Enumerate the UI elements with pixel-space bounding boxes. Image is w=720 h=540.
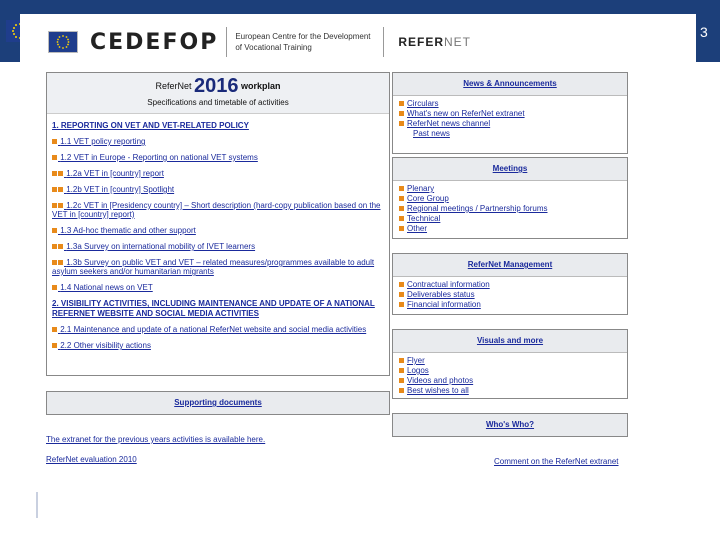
bullet-icon — [399, 282, 404, 287]
workplan-title-suffix: workplan — [241, 80, 281, 91]
bullet-icon — [52, 327, 57, 332]
institution-name: European Centre for the Development of Vocational Training — [235, 32, 371, 52]
supporting-documents-link[interactable]: Supporting documents — [46, 391, 390, 415]
bullet-icon — [58, 171, 63, 176]
news-list — [393, 96, 627, 142]
extranet-previous-years-link[interactable]: The extranet for the previous years activities is available here. — [46, 435, 266, 444]
workplan-item[interactable]: 1.2b VET in [country] Spotlight — [52, 185, 384, 194]
bottom-decoration — [36, 492, 38, 518]
management-item[interactable]: Deliverables status — [399, 290, 621, 300]
meetings-heading[interactable]: Meetings — [393, 158, 627, 181]
meetings-item[interactable]: Technical — [399, 214, 621, 224]
workplan-year: 2016 — [194, 75, 239, 97]
whos-who-panel — [392, 413, 628, 437]
bullet-icon — [399, 206, 404, 211]
logo-divider — [226, 27, 227, 57]
news-heading[interactable]: News & Announcements — [393, 73, 627, 96]
bullet-icon — [52, 285, 57, 290]
bullet-icon — [52, 187, 57, 192]
workplan-item[interactable]: 2.1 Maintenance and update of a national ReferNet website and social media activities — [52, 325, 384, 334]
workplan-item[interactable]: 1.2a VET in [country] report — [52, 169, 384, 178]
bullet-icon — [399, 121, 404, 126]
workplan-subtitle: Specifications and timetable of activities — [147, 98, 289, 107]
meetings-item[interactable]: Other — [399, 224, 621, 234]
meetings-list — [393, 181, 627, 237]
news-item[interactable]: ReferNet news channel — [399, 119, 621, 129]
visuals-panel — [392, 329, 628, 399]
meetings-item[interactable]: Regional meetings / Partnership forums — [399, 204, 621, 214]
workplan-title — [47, 75, 389, 98]
bullet-icon — [52, 139, 57, 144]
meetings-item[interactable]: Plenary — [399, 184, 621, 194]
visuals-list — [393, 353, 627, 399]
management-heading[interactable]: ReferNet Management — [393, 254, 627, 277]
management-item[interactable]: Contractual information — [399, 280, 621, 290]
screenshot-page — [20, 14, 696, 484]
bullet-icon — [399, 226, 404, 231]
bullet-icon — [52, 155, 57, 160]
bullet-icon — [58, 203, 63, 208]
bullet-icon — [399, 111, 404, 116]
bullet-icon — [58, 244, 63, 249]
evaluation-link[interactable]: ReferNet evaluation 2010 — [46, 455, 137, 464]
management-panel — [392, 253, 628, 315]
bullet-icon — [52, 171, 57, 176]
visuals-heading[interactable]: Visuals and more — [393, 330, 627, 353]
workplan-item[interactable]: 1.2c VET in [Presidency country] – Short description (hard-copy publication based on the VET in [country] report) — [52, 201, 381, 219]
visuals-item[interactable]: Videos and photos — [399, 376, 621, 386]
bullet-icon — [399, 368, 404, 373]
visuals-item[interactable]: Best wishes to all — [399, 386, 621, 396]
bullet-icon — [52, 228, 57, 233]
refernet-logo-light: NET — [444, 35, 471, 49]
cedefop-logo[interactable]: CEDEFOP — [90, 29, 219, 55]
bullet-icon — [399, 186, 404, 191]
bullet-icon — [399, 101, 404, 106]
news-item[interactable]: What's new on ReferNet extranet — [399, 109, 621, 119]
eu-flag-icon — [48, 31, 78, 53]
bullet-icon — [52, 260, 57, 265]
section-2-link[interactable]: 2. VISIBILITY ACTIVITIES, INCLUDING MAINTENANCE AND UPDATE OF A NATIONAL REFERNET WEBSITE AND SOCIAL MEDIA ACTIVITIES — [52, 299, 375, 318]
news-panel — [392, 72, 628, 154]
bullet-icon — [58, 187, 63, 192]
workplan-item[interactable]: 1.4 National news on VET — [52, 283, 384, 292]
management-list — [393, 277, 627, 313]
bullet-icon — [399, 216, 404, 221]
bullet-icon — [52, 203, 57, 208]
management-item[interactable]: Financial information — [399, 300, 621, 310]
workplan-item[interactable]: 1.2 VET in Europe - Reporting on national VET systems — [52, 153, 384, 162]
meetings-item[interactable]: Core Group — [399, 194, 621, 204]
workplan-item[interactable]: 1.3b Survey on public VET and VET – related measures/programmes available to adult asylum seekers and/or humanitarian migrants — [52, 258, 375, 276]
workplan-panel — [46, 72, 390, 376]
bullet-icon — [399, 196, 404, 201]
bullet-icon — [399, 388, 404, 393]
workplan-title-prefix: ReferNet — [155, 80, 192, 91]
logo-divider — [383, 27, 384, 57]
section-1-link[interactable]: 1. REPORTING ON VET AND VET-RELATED POLICY — [52, 121, 249, 130]
visuals-item[interactable]: Logos — [399, 366, 621, 376]
workplan-item[interactable]: 1.3a Survey on international mobility of IVET learners — [52, 242, 384, 251]
bullet-icon — [52, 244, 57, 249]
bullet-icon — [399, 302, 404, 307]
comment-extranet-link[interactable]: Comment on the ReferNet extranet — [494, 457, 619, 466]
workplan-body — [47, 114, 389, 360]
refernet-logo[interactable] — [398, 35, 471, 49]
workplan-item[interactable]: 2.2 Other visibility actions — [52, 341, 384, 350]
visuals-item[interactable]: Flyer — [399, 356, 621, 366]
bullet-icon — [399, 292, 404, 297]
site-header — [48, 22, 471, 62]
refernet-logo-bold: REFER — [398, 35, 444, 49]
workplan-header — [47, 73, 389, 114]
page-number: 3 — [700, 24, 708, 40]
bullet-icon — [399, 378, 404, 383]
workplan-item[interactable]: 1.1 VET policy reporting — [52, 137, 384, 146]
bullet-icon — [52, 343, 57, 348]
bullet-icon — [58, 260, 63, 265]
bullet-icon — [399, 358, 404, 363]
news-sub-item[interactable]: Past news — [413, 129, 450, 138]
news-item[interactable]: Circulars — [399, 99, 621, 109]
whos-who-link[interactable]: Who's Who? — [393, 414, 627, 436]
workplan-item[interactable]: 1.3 Ad-hoc thematic and other support — [52, 226, 384, 235]
meetings-panel — [392, 157, 628, 239]
